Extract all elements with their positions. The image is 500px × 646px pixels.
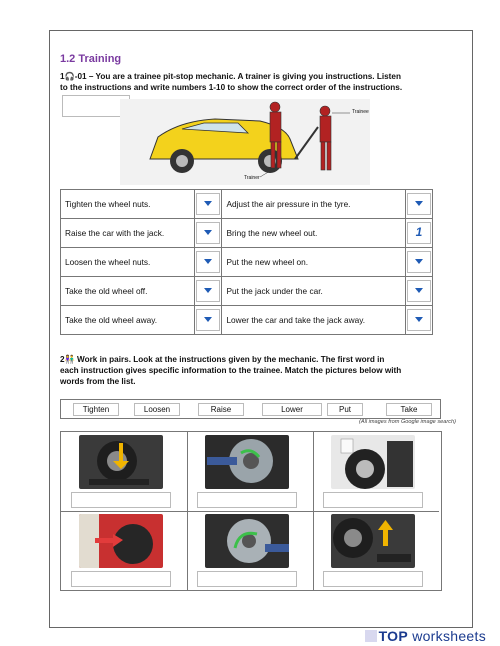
picture-cell: [61, 432, 188, 512]
chevron-down-icon: [204, 259, 212, 264]
instruction-text: Raise the car with the jack.: [61, 219, 195, 248]
order-dropdown[interactable]: [407, 193, 431, 215]
photo-wheel-take: [331, 435, 415, 489]
picture-cell: [313, 432, 439, 512]
instruction-text: Take the old wheel away.: [61, 306, 195, 335]
instruction-text: Lower the car and take the jack away.: [222, 306, 406, 335]
instruction-text: Loosen the wheel nuts.: [61, 248, 195, 277]
label-trainer: Trainer: [244, 175, 260, 181]
instruction-text: Put the jack under the car.: [222, 277, 406, 306]
photo-jack-lower: [331, 514, 415, 568]
photo-jack-put: [79, 514, 163, 568]
task2-instructions: [60, 354, 460, 387]
answer-field[interactable]: [197, 571, 297, 587]
section-title: 1.2 Training: [60, 53, 122, 65]
task1-line1: 1🎧-01 – You are a trainee pit-stop mechanic. A trainer is giving you instructions. Listen: [60, 72, 401, 81]
order-dropdown[interactable]: [196, 280, 220, 302]
chevron-down-icon: [415, 317, 423, 322]
instructions-table: [60, 189, 433, 335]
word-list: [60, 399, 441, 419]
pit-stop-illustration: [120, 99, 370, 185]
photo-wheel-tighten: [205, 514, 289, 568]
picture-cell: [187, 511, 314, 590]
chevron-down-icon: [415, 259, 423, 264]
word-chip-lower[interactable]: Lower: [262, 403, 322, 416]
word-chip-put[interactable]: Put: [327, 403, 363, 416]
order-dropdown[interactable]: [407, 251, 431, 273]
task1-instructions: [60, 71, 460, 93]
worksheet-page: [49, 30, 473, 628]
answer-field[interactable]: [323, 492, 423, 508]
task2-line2: each instruction gives specific information to the trainee. Match the pictures below with: [60, 366, 402, 375]
table-row: [61, 190, 433, 219]
picture-grid: [60, 431, 442, 591]
photo-jack-raise: [79, 435, 163, 489]
chevron-down-icon: [204, 201, 212, 206]
answer-field[interactable]: [323, 571, 423, 587]
picture-cell: [313, 511, 439, 590]
instruction-text: Take the old wheel off.: [61, 277, 195, 306]
table-row: [61, 219, 433, 248]
instruction-text: Bring the new wheel out.: [222, 219, 406, 248]
chevron-down-icon: [204, 288, 212, 293]
order-dropdown[interactable]: [196, 193, 220, 215]
word-chip-loosen[interactable]: Loosen: [134, 403, 180, 416]
table-row: [61, 248, 433, 277]
label-trainee: Trainee: [352, 109, 369, 115]
instruction-text: Adjust the air pressure in the tyre.: [222, 190, 406, 219]
image-credit: (All images from Google image search): [359, 419, 456, 425]
instruction-text: Tighten the wheel nuts.: [61, 190, 195, 219]
table-row: [61, 277, 433, 306]
task2-line1: 2👫 Work in pairs. Look at the instructions given by the mechanic. The first word in: [60, 355, 385, 364]
instruction-text: Put the new wheel on.: [222, 248, 406, 277]
order-dropdown[interactable]: [196, 251, 220, 273]
car-illustration: [120, 99, 370, 185]
word-chip-raise[interactable]: Raise: [198, 403, 244, 416]
order-dropdown[interactable]: [196, 222, 220, 244]
order-dropdown[interactable]: [407, 280, 431, 302]
logo-square-icon: [365, 630, 377, 642]
task1-line2: to the instructions and write numbers 1-10 to show the correct order of the instructions.: [60, 83, 403, 92]
chevron-down-icon: [415, 201, 423, 206]
task2-line3: words from the list.: [60, 377, 136, 386]
answer-field[interactable]: [197, 492, 297, 508]
word-chip-tighten[interactable]: Tighten: [73, 403, 119, 416]
order-dropdown[interactable]: [407, 309, 431, 331]
order-dropdown-selected[interactable]: [407, 222, 431, 244]
answer-field[interactable]: [71, 492, 171, 508]
selected-value: 1: [415, 225, 423, 239]
word-chip-take[interactable]: Take: [386, 403, 432, 416]
chevron-down-icon: [204, 317, 212, 322]
order-dropdown[interactable]: [196, 309, 220, 331]
picture-cell: [187, 432, 314, 512]
table-row: [61, 306, 433, 335]
chevron-down-icon: [204, 230, 212, 235]
chevron-down-icon: [415, 288, 423, 293]
picture-cell: [61, 511, 188, 590]
brand-logo: TOP worksheets: [365, 628, 486, 644]
answer-field[interactable]: [71, 571, 171, 587]
photo-wheel-nuts: [205, 435, 289, 489]
